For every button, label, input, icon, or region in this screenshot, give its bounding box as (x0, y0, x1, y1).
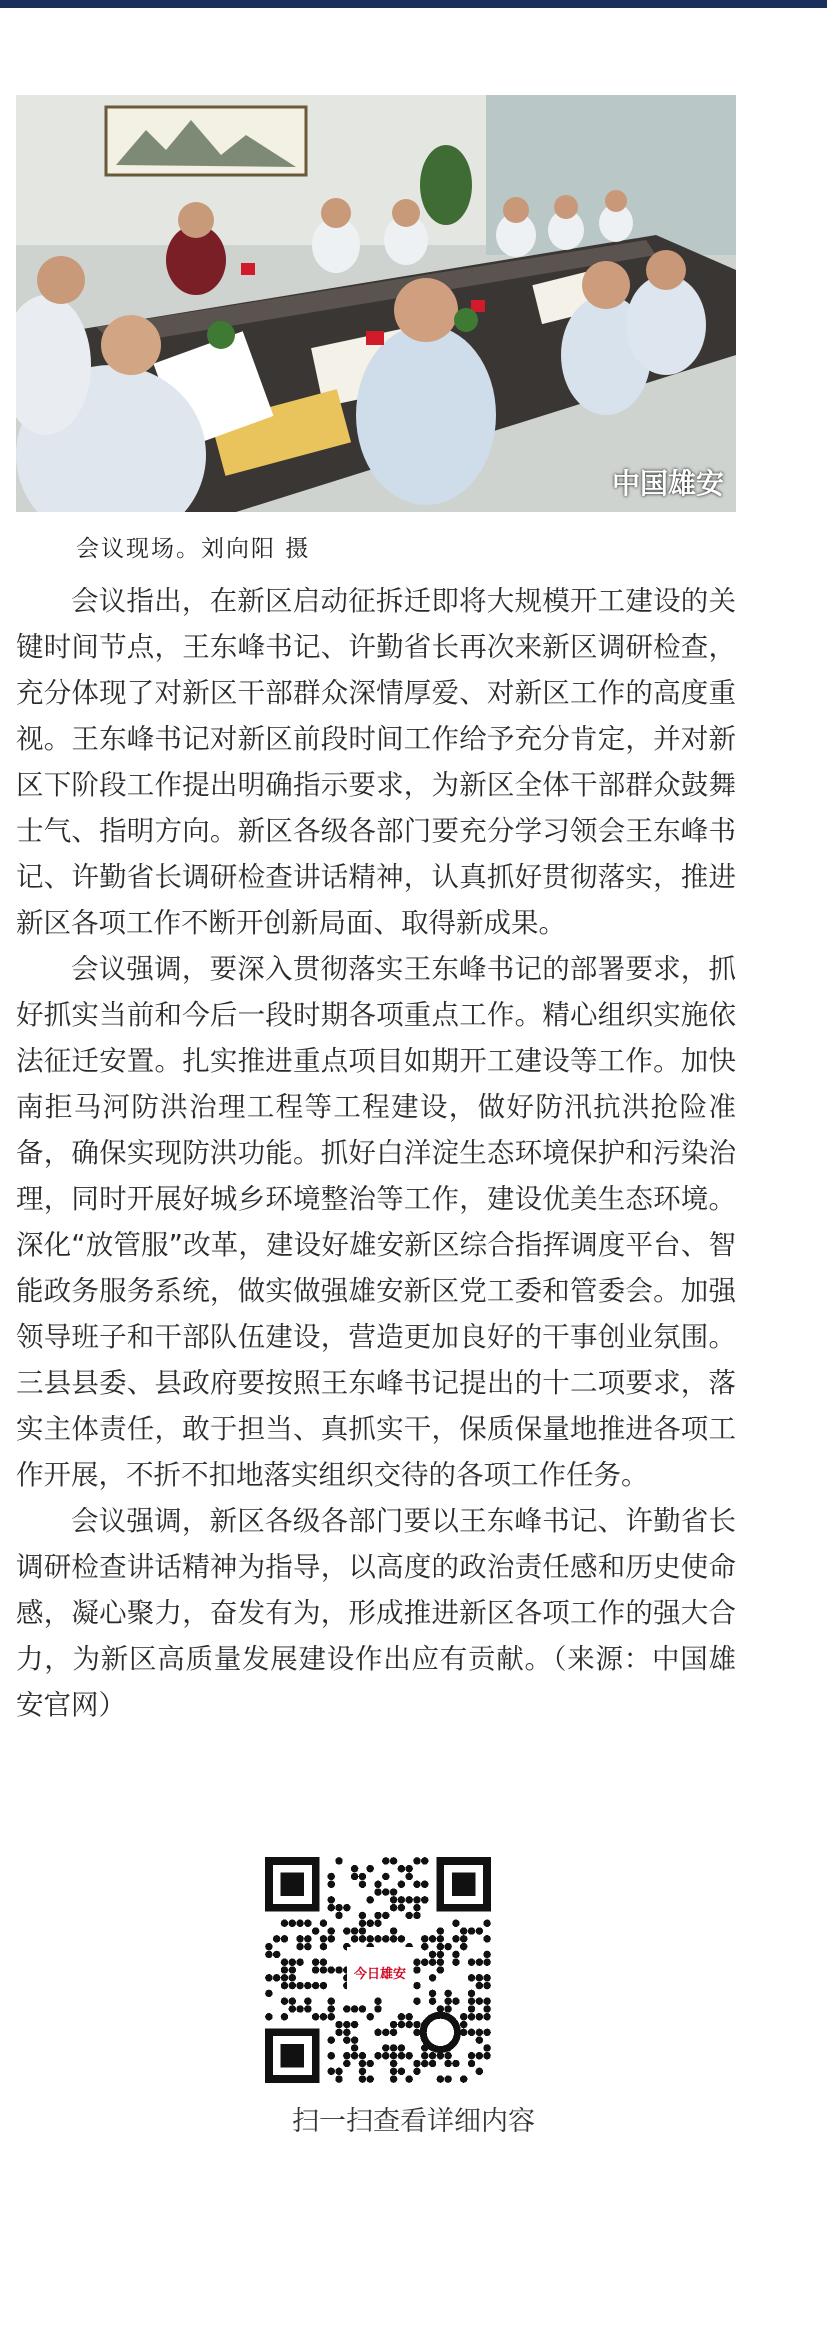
photo-caption: 会议现场。刘向阳 摄 (76, 536, 311, 562)
qr-code[interactable] (265, 1857, 491, 2083)
photo-watermark: 中国雄安 (611, 467, 724, 500)
article-body (16, 578, 736, 1728)
article-paragraph: 会议指出，在新区启动征拆迁即将大规模开工建设的关键时间节点，王东峰书记、许勤省长再次来新区调研检查，充分体现了对新区干部群众深情厚爱、对新区工作的高度重视。王东峰书记对新区前段时间工作给予充分肯定，并对新区下阶段工作提出明确指示要求，为新区全体干部群众鼓舞士气、指明方向。新区各级各部门要充分学习领会王东峰书记、许勤省长调研检查讲话精神，认真抓好贯彻落实，推进新区各项工作不断开创新局面、取得新成果。 (16, 585, 736, 939)
top-banner-bar (0, 0, 827, 8)
article-paragraph: 会议强调，要深入贯彻落实王东峰书记的部署要求，抓好抓实当前和今后一段时期各项重点工作。精心组织实施依法征迁安置。扎实推进重点项目如期开工建设等工作。加快南拒马河防洪治理工程等工程建设，做好防汛抗洪抢险准备，确保实现防洪功能。抓好白洋淀生态环境保护和污染治理，同时开展好城乡环境整治等工作，建设优美生态环境。深化“放管服”改革，建设好雄安新区综合指挥调度平台、智能政务服务系统，做实做强雄安新区党工委和管委会。加强领导班子和干部队伍建设，营造更加良好的干事创业氛围。三县县委、县政府要按照王东峰书记提出的十二项要求，落实主体责任，敢于担当、真抓实干，保质保量地推进各项工作开展，不折不扣地落实组织交待的各项工作任务。 (16, 953, 736, 1491)
qr-center-logo: 今日雄安 (347, 1947, 413, 1997)
qr-scan-label: 扫一扫查看详细内容 (292, 2106, 535, 2137)
article-paragraph: 会议强调，新区各级各部门要以王东峰书记、许勤省长调研检查讲话精神为指导，以高度的政治责任感和历史使命感，凝心聚力，奋发有为，形成推进新区各项工作的强大合力，为新区高质量发展建设作出应有贡献。（来源：中国雄安官网） (16, 1505, 736, 1721)
meeting-photo (16, 95, 736, 512)
meeting-scene-image (16, 95, 736, 512)
